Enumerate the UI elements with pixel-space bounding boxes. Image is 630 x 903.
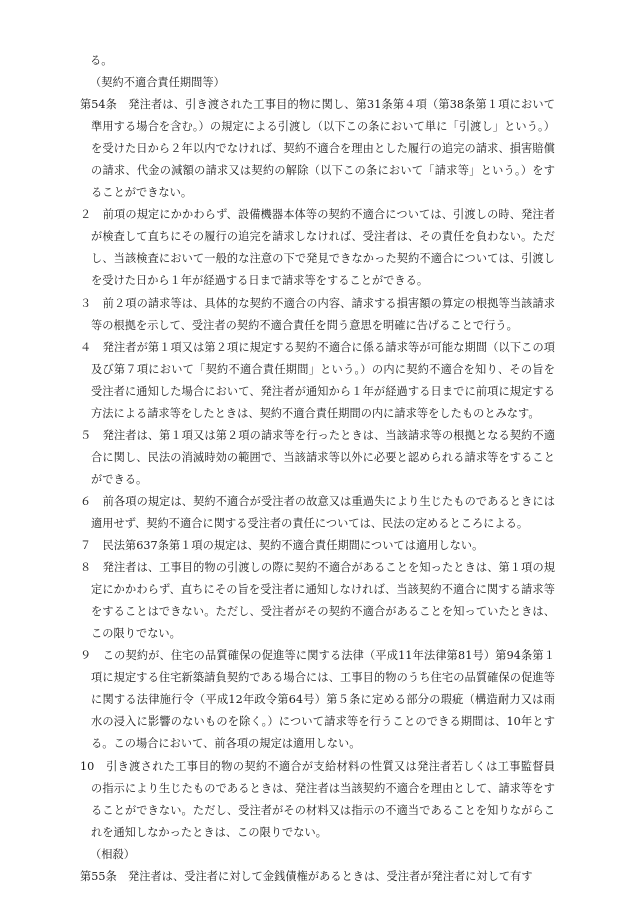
article-55-text: 発注者は、受注者に対して金銭債権があるときは、受注者が発注者に対して有す [116,869,533,883]
item-number: ２ [80,208,92,222]
item-number: 10 [80,759,95,773]
article-54-item-4 [80,337,555,425]
item-number: ６ [80,494,92,508]
article-54-item-9 [80,645,555,755]
article-54-label: 第54条 [80,98,117,112]
item-text: 前各項の規定は、契約不適合が受注者の故意又は重過失により生じたものであるときには適用せず、契約不適合に関する受注者の責任については、民法の定めるところによる。 [91,494,555,530]
item-text: 引き渡された工事目的物の契約不適合が支給材料の性質又は発注者若しくは工事監督員の指示により生じたものであるときは、発注者は当該契約不適合を理由として、請求等をすることができない。ただし、受注者がその材料又は指示の不適当であることを知りながらこれを通知しなかったときは、この限りでない。 [91,759,555,839]
item-text: この契約が、住宅の品質確保の促進等に関する法律（平成11年法律第81号）第94条第１項に規定する住宅新築請負契約である場合には、工事目的物のうち住宅の品質確保の促進等に関する法律施行令（平成12年政令第64号）第５条に定める部分の瑕疵（構造耐力又は雨水の浸入に影響のないものを除く。）について請求等を行うことのできる期間は、10年とする。この場合において、前各項の規定は適用しない。 [91,649,555,751]
item-text: 前２項の請求等は、具体的な契約不適合の内容、請求する損害額の算定の根拠等当該請求等の根拠を示して、受注者の契約不適合責任を問う意思を明確に告げることで行う。 [91,296,555,332]
article-54-item-10 [80,756,555,844]
article-54-paragraph [80,94,555,204]
item-number: ７ [80,539,92,553]
article-54-item-7 [80,535,555,557]
item-text: 発注者は、第１項又は第２項の請求等を行ったときは、当該請求等の根拠となる契約不適合に関し、民法の消滅時効の範囲で、当該請求等以外に必要と認められる請求等をすることができる。 [91,428,555,486]
item-text: 民法第637条第１項の規定は、契約不適合責任期間については適用しない。 [91,539,484,553]
item-text: 発注者が第１項又は第２項に規定する契約不適合に係る請求等が可能な期間（以下この項及び第７項において「契約不適合責任期間」という。）の内に契約不適合を知り、その旨を受注者に通知した場合において、発注者が通知から１年が経過する日までに前項に規定する方法による請求等をしたときは、契約不適合責任期間の内に請求等をしたものとみなす。 [91,340,555,420]
item-number: ５ [80,428,92,442]
document-page [80,50,555,888]
article-55-label: 第55条 [80,869,117,883]
article-54-caption: （契約不適合責任期間等） [90,76,225,90]
item-number: ８ [80,561,92,575]
article-54-text: 発注者は、引き渡された工事目的物に関し、第31条第４項（第38条第１項において準用する場合を含む。）の規定による引渡し（以下この条において単に「引渡し」という。）を受けた日から２年以内でなければ、契約不適合を理由とした履行の追完の請求、損害賠償の請求、代金の減額の請求又は契約の解除（以下この条において「請求等」という。）をすることができない。 [91,98,555,200]
continuation-text: る。 [90,54,113,67]
item-number: ４ [80,340,92,354]
article-54-item-8 [80,557,555,645]
item-text: 前項の規定にかかわらず、設備機器本体等の契約不適合については、引渡しの時、発注者が検査して直ちにその履行の追完を請求しなければ、受注者は、その責任を負わない。ただし、当該検査において一般的な注意の下で発見できなかった契約不適合については、引渡しを受けた日から１年が経過する日まで請求等をすることができる。 [91,208,555,288]
article-55-caption: （相殺） [90,847,135,861]
article-54-item-2 [80,204,555,292]
item-number: ３ [80,296,92,310]
item-number: ９ [80,649,92,663]
article-54-item-3 [80,293,555,337]
item-text: 発注者は、工事目的物の引渡しの際に契約不適合があることを知ったときは、第１項の規定にかかわらず、直ちにその旨を受注者に通知しなければ、当該契約不適合に関する請求等をすることはできない。ただし、受注者がその契約不適合があることを知っていたときは、この限りでない。 [91,561,555,641]
article-55-paragraph [80,866,555,888]
article-54-item-6 [80,491,555,535]
article-54-item-5 [80,425,555,491]
